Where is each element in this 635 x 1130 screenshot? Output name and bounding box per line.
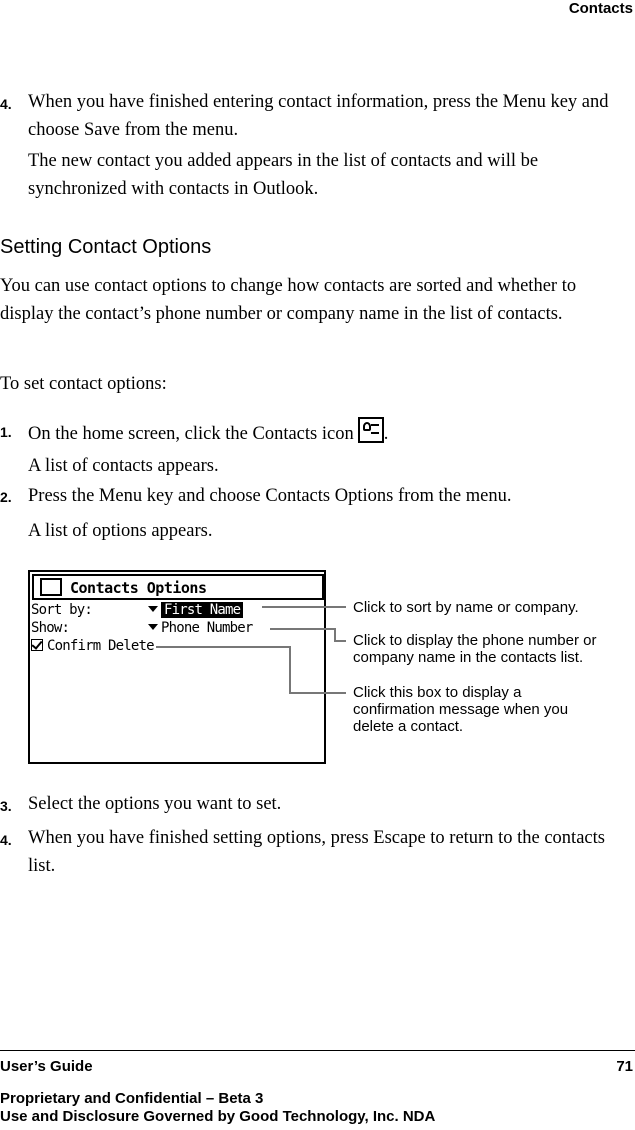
step-note: A list of options appears. — [28, 521, 213, 541]
step-text — [28, 417, 388, 448]
step-number: 1. — [0, 424, 12, 440]
callout-leader — [156, 646, 290, 648]
checkbox-checked-icon — [31, 639, 43, 651]
footer-guide: User’s Guide — [0, 1058, 93, 1075]
callout-leader — [334, 640, 346, 642]
running-header: Contacts — [568, 0, 633, 17]
footer-line2: Use and Disclosure Governed by Good Technology, Inc. NDA — [0, 1108, 436, 1125]
callout-leader — [334, 628, 336, 640]
step-text-main: On the home screen, click the Contacts icon — [28, 424, 354, 444]
sort-by-label: Sort by: — [31, 602, 93, 618]
show-label: Show: — [31, 620, 70, 636]
contacts-icon — [40, 578, 62, 596]
dropdown-arrow-icon — [148, 624, 158, 630]
footer-rule — [0, 1050, 635, 1051]
callout-leader — [262, 606, 346, 608]
callout-confirm: Click this box to display a confirmation message when you delete a contact. — [353, 684, 569, 735]
step-note: The new contact you added appears in the list of contacts and will be synchronized with contacts in Outlook. — [28, 151, 539, 199]
sort-by-value: First Name — [161, 602, 243, 618]
step-number: 3. — [0, 798, 12, 814]
step-text: When you have finished entering contact information, press the Menu key and choose Save from the menu. — [28, 92, 609, 140]
contacts-options-screen — [28, 570, 326, 764]
contacts-icon — [358, 417, 384, 443]
section-intro: You can use contact options to change how contacts are sorted and whether to display the contact’s phone number or company name in the list of contacts. — [0, 276, 577, 324]
screen-titlebar — [32, 574, 324, 600]
confirm-delete-checkbox[interactable] — [31, 638, 154, 655]
footer-line1: Proprietary and Confidential – Beta 3 — [0, 1090, 264, 1107]
step-number: 4. — [0, 832, 12, 848]
callout-leader — [289, 692, 346, 694]
step-text: Press the Menu key and choose Contacts Options from the menu. — [28, 486, 512, 506]
callout-leader — [270, 628, 334, 630]
step-text: Select the options you want to set. — [28, 794, 282, 814]
show-dropdown[interactable] — [148, 620, 253, 637]
page-number: 71 — [616, 1058, 633, 1075]
step-number: 4. — [0, 96, 12, 112]
section-lead: To set contact options: — [0, 374, 167, 394]
confirm-delete-label: Confirm Delete — [47, 638, 154, 654]
callout-leader — [289, 646, 291, 693]
sort-by-dropdown[interactable] — [148, 602, 243, 619]
dropdown-arrow-icon — [148, 606, 158, 612]
step-number: 2. — [0, 489, 12, 505]
callout-show: Click to display the phone number or company name in the contacts list. — [353, 632, 597, 666]
show-value: Phone Number — [161, 620, 253, 636]
callout-sort: Click to sort by name or company. — [353, 599, 579, 616]
screen-title: Contacts Options — [70, 579, 207, 597]
section-title: Setting Contact Options — [0, 236, 212, 258]
step-note: A list of contacts appears. — [28, 456, 219, 476]
step-text: When you have finished setting options, press Escape to return to the contacts list. — [28, 828, 605, 876]
step-text-end: . — [383, 424, 389, 444]
